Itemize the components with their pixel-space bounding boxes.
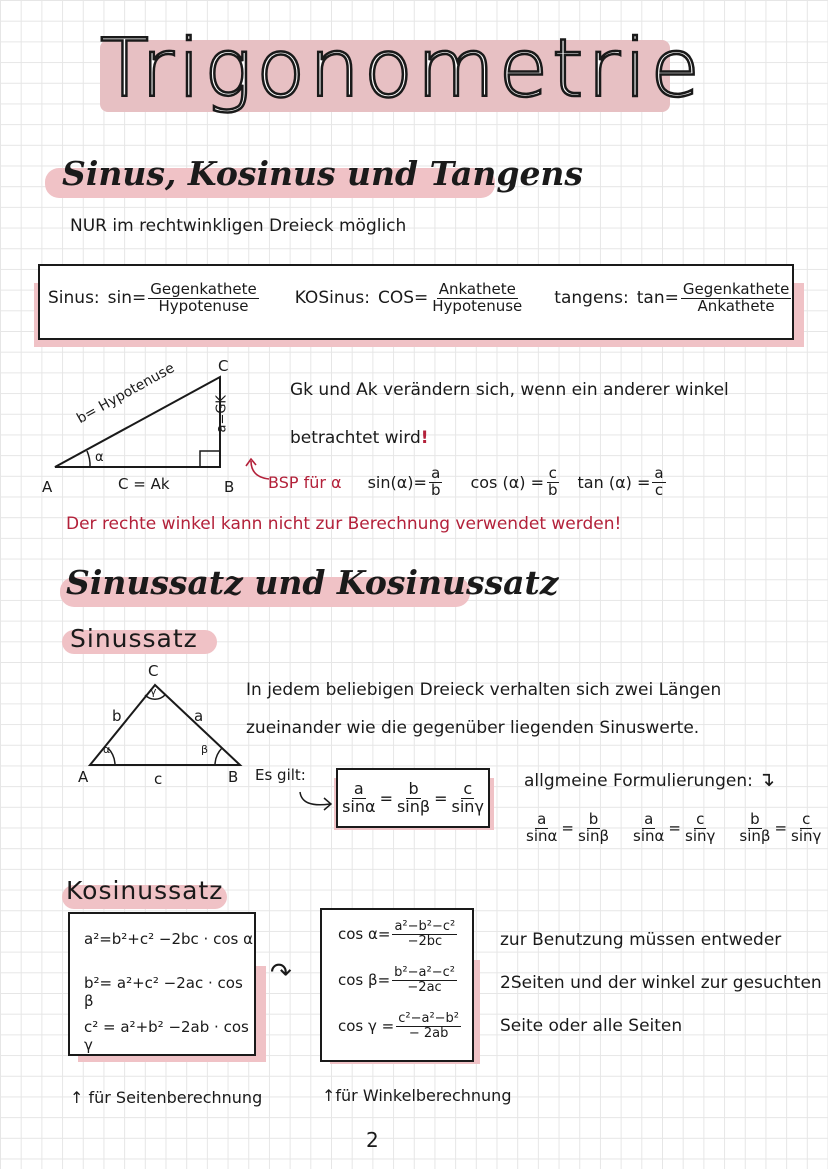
triangle-vertex-c: C [218,357,229,375]
triangle-alpha: α [95,450,104,465]
g1-frac-2 [576,812,611,845]
g1-frac-1 [524,812,559,845]
general-triangle-diagram [60,660,260,780]
g2-frac-1 [631,812,666,845]
angle-formula-gamma [338,1012,463,1040]
footnote-angle-calc: ↑für Winkelberechnung [322,1086,512,1105]
gen-side-a: a [194,707,204,725]
change-text-2 [290,428,429,448]
gen-beta: β [201,743,209,756]
right-angle-mark [200,451,220,467]
sin-fraction [148,282,258,315]
triangle-vertex-a: A [42,478,53,496]
angle-gamma-lhs: cos γ = [338,1017,395,1036]
law-frac-b [395,778,432,816]
kosinus-formula-a: a²=b²+c² −2bc · cos α [84,930,253,948]
general-formulas-row [522,812,825,845]
tan-denominator: Ankathete [697,296,775,315]
ex-cos-num: c [548,464,557,482]
angle-beta-lhs: cos β= [338,971,391,990]
sinussatz-text-1: In jedem beliebigen Dreieck verhalten sich zwei Längen [246,680,722,700]
cos-denominator: Hypotenuse [432,296,523,315]
g1-frac-2-num: b [588,810,599,828]
kosinus-formula-c: c² = a²+b² −2ab · cos γ [84,1018,249,1054]
kosinussatz-label: Kosinussatz [66,876,224,905]
law-eq-2: = [434,788,448,808]
sin-denominator: Hypotenuse [158,296,249,315]
g3-frac-2-num: c [802,810,811,828]
g3-frac-2 [789,812,823,845]
general-formulations [524,767,775,791]
angle-alpha-frac [392,920,457,948]
sin-numerator: Gegenkathete [150,280,257,298]
angle-alpha-lhs: cos α= [338,925,391,944]
section-heading-sinus: Sinus, Kosinus und Tangens [62,154,584,193]
page-number: 2 [366,1128,379,1152]
cos-fraction [430,282,524,315]
g2-frac-2 [683,812,717,845]
angle-formula-beta [338,966,459,994]
es-gilt-label: Es gilt: [255,766,306,784]
beta-arc [215,748,222,765]
triangle-vertex-b: B [224,478,235,496]
gen-alpha: α [103,743,111,756]
formula-box [38,264,794,340]
ex-tan-den: c [654,480,664,499]
angle-alpha-den: −2bc [407,933,443,949]
exclaim-mark: ! [420,428,429,448]
angle-beta-frac [392,966,457,994]
g2-frac-2-num: c [696,810,705,828]
section-heading-sinussatz: Sinussatz und Kosinussatz [66,563,559,602]
usage-text-1: zur Benutzung müssen entweder [500,930,782,950]
bsp-label: BSP für α [268,472,342,492]
angle-beta-num: b²−a²−c² [394,965,455,980]
ex-tan-fraction [652,466,665,499]
sine-law-box [336,768,490,828]
angle-alpha-num: a²−b²−c² [394,919,456,934]
g1-frac-1-num: a [537,810,547,828]
ex-tan-label: tan (α) = [577,472,651,492]
ex-cos-den: b [548,480,558,499]
ex-sin-label: sin(α)= [367,472,427,492]
law-frac-c-den: sinγ [451,796,484,816]
kosinus-formula-b: b²= a²+c² −2ac · cos β [84,974,243,1010]
alpha-arc [87,451,90,467]
curve-arrow-icon: ↷ [270,958,292,988]
triangle-side-gk: a=GK [214,395,230,433]
g3-frac-1-num: b [750,810,760,828]
cos-numerator: Ankathete [438,280,516,298]
sinussatz-label: Sinussatz [70,624,198,653]
usage-text-3: Seite oder alle Seiten [500,1016,683,1036]
sin-label: Sinus: [48,288,100,309]
law-frac-b-den: sinβ [396,796,431,816]
change-text-2-label: betrachtet wird [290,428,421,448]
triangle-side-hypotenuse: b= Hypotenuse [74,360,178,427]
gen-vertex-c: C [148,662,159,680]
gen-side-c: c [154,770,163,788]
angle-gamma-num: c²−a²−b² [398,1011,460,1026]
angle-formula-alpha [338,920,459,948]
g3-frac-1-den: sinβ [739,826,771,845]
tan-func: tan= [636,288,679,309]
g1-eq: = [561,819,574,838]
angle-gamma-frac [396,1012,461,1040]
footnote-side-calc: ↑ für Seitenberechnung [70,1088,263,1107]
ex-sin-num: a [431,464,441,482]
triangle-side-ak: C = Ak [118,475,170,493]
angle-gamma-den: − 2ab [408,1025,449,1041]
ex-cos-label: cos (α) = [470,472,544,492]
change-text-1: Gk und Ak verändern sich, wenn ein anderer winkel [290,380,729,400]
page-title: Trigonometrie [100,22,704,115]
law-frac-a-num: a [353,778,364,798]
law-frac-a [340,778,377,816]
gen-vertex-b: B [228,768,239,786]
angle-formula-box [320,908,474,1062]
angle-beta-den: −2ac [407,979,442,995]
gen-vertex-a: A [78,768,89,786]
g2-frac-1-den: sinα [633,826,665,845]
tan-numerator: Gegenkathete [682,280,790,298]
ex-sin-fraction [429,466,443,499]
sinussatz-text-2: zueinander wie die gegenüber liegenden Sinuswerte. [246,718,700,738]
law-frac-c [450,778,486,816]
kosinussatz-box [68,912,256,1056]
ex-cos-fraction [546,466,560,499]
law-frac-b-num: b [408,778,419,798]
g1-frac-1-den: sinα [526,826,558,845]
g2-frac-2-den: sinγ [685,826,716,845]
general-arrow-icon: ↴ [758,767,775,791]
example-row [268,466,668,499]
g3-frac-2-den: sinγ [791,826,822,845]
g1-frac-2-den: sinβ [577,826,610,845]
tan-fraction [681,282,791,315]
note-right-triangle: NUR im rechtwinkligen Dreieck möglich [70,216,407,236]
warning-right-angle: Der rechte winkel kann nicht zur Berechnung verwendet werden! [66,514,622,534]
g2-eq: = [668,819,681,838]
law-frac-c-num: c [463,778,473,798]
usage-text-2: 2Seiten und der winkel zur gesuchten [500,973,822,993]
g3-frac-1 [737,812,772,845]
law-eq-1: = [379,788,393,808]
es-gilt-arrow [296,790,336,815]
sin-func: sin= [107,288,147,309]
g2-frac-1-num: a [644,810,654,828]
law-frac-a-den: sinα [342,796,376,816]
ex-tan-num: a [654,464,664,482]
g3-eq: = [774,819,788,838]
gen-side-b: b [112,707,122,725]
cos-func: COS= [377,288,429,309]
general-formulations-label: allgmeine Formulierungen: [524,771,753,791]
cos-label: KOSinus: [294,288,370,309]
gen-gamma: γ [150,685,157,698]
tan-label: tangens: [554,288,629,309]
ex-sin-den: b [430,480,441,499]
